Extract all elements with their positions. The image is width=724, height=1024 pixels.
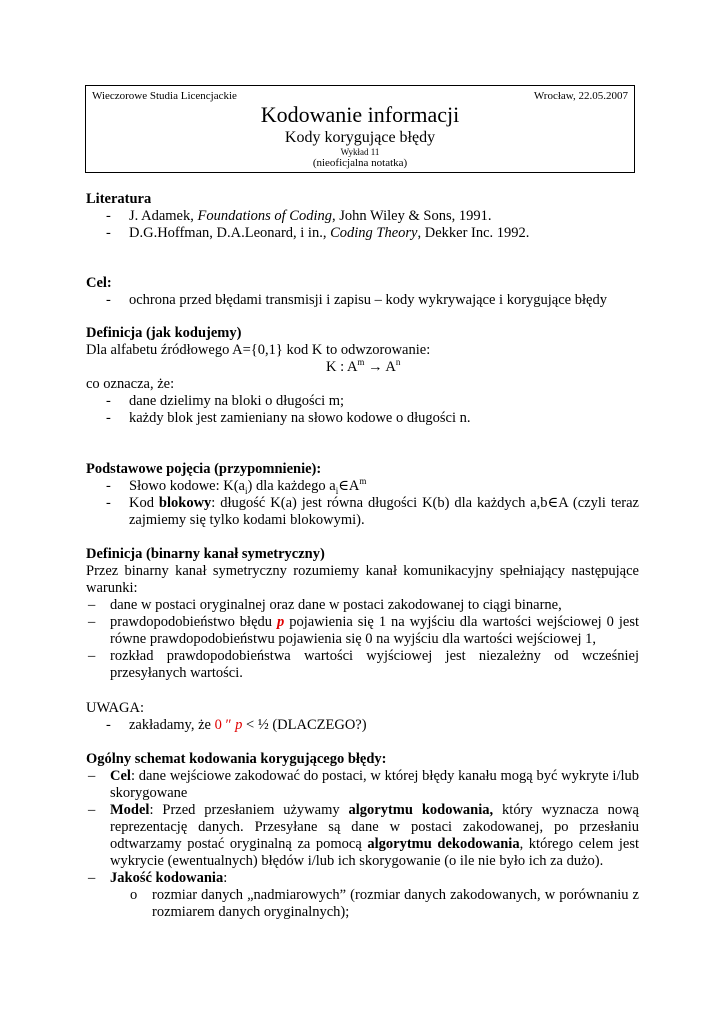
list-item: - ochrona przed błędami transmisji i zapisu – kody wykrywające i korygujące błędy	[106, 292, 607, 308]
list-item: – rozkład prawdopodobieństwa wartości wyjściowej jest niezależny od wcześniej przesyłanych wartości.	[88, 648, 639, 681]
list-item: - każdy blok jest zamieniany na słowo kodowe o długości n.	[106, 410, 471, 426]
literatura-section	[86, 191, 639, 242]
section-heading: Definicja (jak kodujemy)	[86, 325, 242, 341]
list-item: - J. Adamek, Foundations of Coding, John Wiley & Sons, 1991.	[106, 208, 492, 224]
definition-coding-section	[86, 325, 639, 427]
list-item: – dane w postaci oryginalnej oraz dane w postaci zakodowanej to ciągi binarne,	[88, 597, 562, 613]
section-heading: Podstawowe pojęcia (przypomnienie):	[86, 461, 322, 477]
cel-section	[86, 275, 639, 309]
header-note: (nieoficjalna notatka)	[312, 157, 408, 169]
list-item: - D.G.Hoffman, D.A.Leonard, i in., Coding Theory, Dekker Inc. 1992.	[106, 225, 530, 241]
page-subtitle: Kody korygujące błędy	[284, 129, 436, 146]
list-item: – Model: Przed przesłaniem używamy algorytmu kodowania, który wyznacza nową reprezentację danych. Przesyłane są dane w postaci zakodowanej, po przesłaniu odtwarzamy postać oryginalną za pomocą algorytmu dekodowania, którego celem jest wykrycie (ewentualnych) błędów i/lub ich skorygowanie (o ile nie było ich za dużo).	[88, 802, 639, 869]
basic-concepts-section	[86, 461, 639, 529]
list-item: - dane dzielimy na bloki o długości m;	[106, 393, 345, 409]
list-item: – prawdopodobieństwo błędu p pojawienia się 1 na wyjściu dla wartości wejściowej 0 jest równe prawdopodobieństwu pojawienia się 0 na wyjściu dla wartości wejściowej 1,	[88, 614, 640, 647]
section-heading: Ogólny schemat kodowania korygującego błędy:	[86, 751, 387, 767]
list-item: - Kod blokowy: długość K(a) jest równa długości K(b) dla każdych a,b∈A (czyli teraz zajmiemy się tylko kodami blokowymi).	[106, 495, 639, 528]
definition-text: Dla alfabetu źródłowego A={0,1} kod K to odwzorowanie:	[86, 342, 431, 358]
note-section	[86, 700, 639, 734]
section-heading: UWAGA:	[86, 700, 144, 716]
definition-channel-section	[86, 546, 639, 682]
list-item: – Cel: dane wejściowe zakodować do postaci, w której błędy kanału mogą być wykryte i/lub skorygowane	[88, 768, 639, 801]
sub-list-item: o rozmiar danych „nadmiarowych” (rozmiar danych zakodowanych, w porównaniu z rozmiarem danych oryginalnych);	[130, 887, 639, 920]
section-heading: Definicja (binarny kanał symetryczny)	[86, 546, 325, 562]
header-left: Wieczorowe Studia Licencjackie	[92, 90, 237, 102]
list-item: - zakładamy, że 0 ″ p < ½ (DLACZEGO?)	[106, 717, 367, 733]
section-heading: Cel:	[86, 275, 112, 291]
list-item: - Słowo kodowe: $K(a_i)$ dla każdego $a_i\in A^m$	[106, 476, 367, 496]
definition-text: Przez binarny kanał symetryczny rozumiemy kanał komunikacyjny spełniający następujące warunki:	[86, 563, 639, 596]
lecture-number: Wykład 11	[340, 147, 380, 157]
list-item: – Jakość kodowania:	[88, 870, 228, 886]
page-title: Kodowanie informacji	[260, 102, 460, 127]
definition-text: co oznacza, że:	[86, 376, 175, 392]
header-date: Wrocław, 22.05.2007	[533, 90, 628, 102]
header-box	[85, 85, 635, 173]
formula: K : $A^m \to A^n$	[326, 357, 401, 375]
section-heading: Literatura	[86, 191, 152, 207]
general-scheme-section	[86, 751, 639, 921]
